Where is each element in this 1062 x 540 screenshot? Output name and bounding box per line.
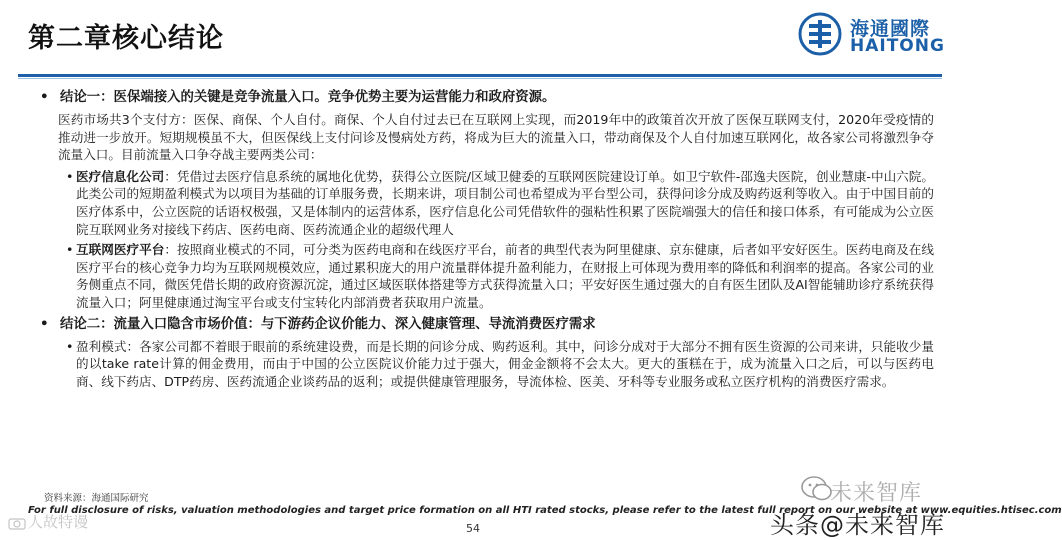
bullet-icon: • — [40, 90, 49, 105]
watermark-right-top: 未来智库 — [830, 481, 923, 506]
conclusion-1-heading-text: 结论一：医保端接入的关键是竞争流量入口。竞争优势主要为运营能力和政府资源。 — [60, 90, 556, 105]
conclusion-1-sub-2 — [34, 241, 934, 311]
watermark-camera-icon — [8, 516, 26, 530]
slide-content — [34, 88, 934, 393]
disclosure-text: For full disclosure of risks, valuation methodologies and target price formation on all HTI rated stocks, please refer to the latest full report on our website at www.equities.htisec.com — [28, 505, 1062, 516]
sub-1-text: ：凭借过去医疗信息系统的属地化优势，获得公立医院/区域卫健委的互联网医院建设订单。如卫宁软件-邵逸夫医院，创业慧康-中山六院。此类公司的短期盈利模式为以项目为基础的订单服务费，长期来讲，项目制公司也希望成为平台型公司，获得问诊分成及购药返利等收入。由于中国目前的医疗体系中，公立医院的话语权极强，又是体制内的运营体系，医疗信息化公司凭借软件的强粘性积累了医院端强大的信任和接口体系，有可能成为公立医院互联网业务对接线下药店、医药电商、医药流通企业的超级代理人 — [76, 168, 934, 237]
bullet-icon: • — [66, 242, 74, 258]
conclusion-2-sub-1-text: 盈利模式：各家公司都不着眼于眼前的系统建设费，而是长期的问诊分成、购药返利。其中，问诊分成对于大部分不拥有医生资源的公司来讲，只能收少量的以take rate计算的佣金费用，而由于中国的公立医院议价能力过于强大，佣金金额将不会太大。更大的蛋糕在于，成为流量入口之后，可以与医药电商、线下药店、DTP药房、医药流通企业谈药品的返利；或提供健康管理服务，导流体检、医美、牙科等专业服务或私立医疗机构的消费医疗需求。 — [76, 338, 934, 389]
conclusion-2-sub-1 — [34, 338, 934, 391]
bullet-icon: • — [66, 338, 74, 354]
bullet-icon: • — [66, 168, 74, 184]
conclusion-1-sub-1 — [34, 168, 934, 238]
title-divider — [18, 74, 942, 77]
conclusion-2-heading-text: 结论二：流量入口隐含市场价值：与下游药企议价能力、深入健康管理、导流消费医疗需求 — [60, 316, 596, 332]
source-note: 资料来源：海通国际研究 — [44, 493, 149, 504]
logo-text-en: HAITONG — [850, 36, 945, 56]
conclusion-1-intro: 医药市场共3个支付方：医保、商保、个人自付。商保、个人自付过去已在互联网上实现，而2019年中的政策首次开放了医保互联网支付，2020年受疫情的推动进一步放开。短期规模虽不大，但医保线上支付问诊及慢病处方药，将成为巨大的流量入口，带动商保及个人自付加速互联网化，故各家公司将激烈争夺流量入口。目前流量入口争夺战主要两类公司： — [58, 112, 934, 163]
title-divider-light — [18, 78, 942, 79]
bullet-icon: • — [40, 316, 49, 332]
haitong-logo — [798, 10, 948, 58]
page-number: 54 — [466, 522, 480, 535]
page-title: 第二章核心结论 — [28, 23, 224, 54]
conclusion-2-heading — [34, 315, 934, 335]
sub-2-label: 互联网医疗平台 — [76, 242, 165, 258]
watermark-left: 人故特谩 — [28, 513, 89, 531]
sub-1-label: 医疗信息化公司 — [76, 168, 165, 184]
conclusion-1-heading — [34, 88, 934, 108]
sub-2-text: ：按照商业模式的不同，可分类为医药电商和在线医疗平台，前者的典型代表为阿里健康、京东健康，后者如平安好医生。医药电商及在线医疗平台的核心竞争力均为互联网规模效应，通过累积庞大的用户流量群体提升盈利能力，在财报上可体现为费用率的降低和利润率的提高。各家公司的业务侧重点不同，微医凭借长期的政府资源沉淀，通过区域医联体搭建等方式获得流量入口；平安好医生通过强大的自有医生团队及AI智能辅助诊疗系统获得流量入口；阿里健康通过淘宝平台或支付宝转化内部消费者获取用户流量。 — [76, 242, 935, 310]
logo-text-cn: 海通國際 — [850, 18, 931, 40]
haitong-logo-icon — [798, 12, 842, 56]
watermark-wechat-icon — [800, 474, 834, 504]
watermark-right-bottom: 头条@未来智库 — [770, 511, 945, 539]
